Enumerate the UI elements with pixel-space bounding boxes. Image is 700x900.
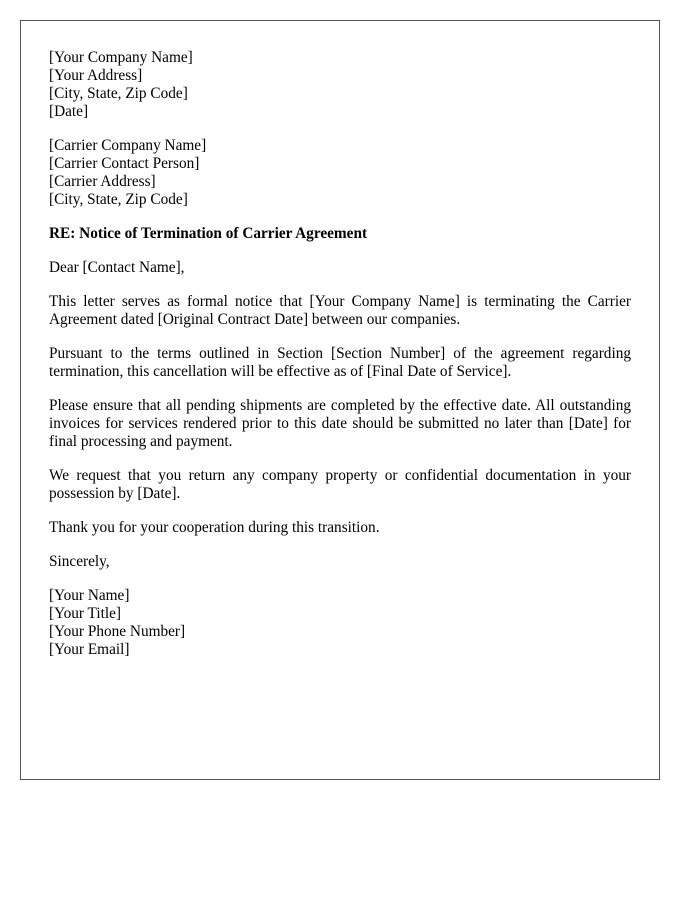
- body-paragraph: We request that you return any company property or confidential documentation in your possession by [Date].: [49, 467, 631, 502]
- signature-email: [Your Email]: [49, 641, 130, 658]
- signature-name: [Your Name]: [49, 587, 130, 604]
- recipient-address: [Carrier Address]: [49, 173, 156, 190]
- signature-title: [Your Title]: [49, 605, 121, 622]
- recipient-company-name: [Carrier Company Name]: [49, 137, 207, 154]
- recipient-city-state-zip: [City, State, Zip Code]: [49, 191, 188, 208]
- body-paragraph: Thank you for your cooperation during this transition.: [49, 519, 380, 536]
- body-paragraph: Pursuant to the terms outlined in Section [Section Number] of the agreement regarding termination, this cancellation will be effective as of [Final Date of Service].: [49, 345, 631, 380]
- signature-phone: [Your Phone Number]: [49, 623, 186, 640]
- body-paragraph: Please ensure that all pending shipments are completed by the effective date. All outstanding invoices for services rendered prior to this date should be submitted no later than [Date] for final processing and payment.: [49, 397, 631, 450]
- letter-date: [Date]: [49, 103, 89, 120]
- body-paragraph: This letter serves as formal notice that [Your Company Name] is terminating the Carrier Agreement dated [Original Contract Date] between our companies.: [49, 293, 631, 328]
- recipient-contact-person: [Carrier Contact Person]: [49, 155, 200, 172]
- recipient-address-block: [49, 137, 631, 209]
- closing: Sincerely,: [49, 553, 110, 570]
- sender-company-name: [Your Company Name]: [49, 49, 193, 66]
- sender-address: [Your Address]: [49, 67, 143, 84]
- sender-city-state-zip: [City, State, Zip Code]: [49, 85, 188, 102]
- letter-page: [20, 20, 660, 780]
- salutation: Dear [Contact Name],: [49, 259, 185, 276]
- subject-line: RE: Notice of Termination of Carrier Agreement: [49, 225, 368, 242]
- sender-address-block: [49, 49, 631, 121]
- signature-block: [49, 587, 631, 659]
